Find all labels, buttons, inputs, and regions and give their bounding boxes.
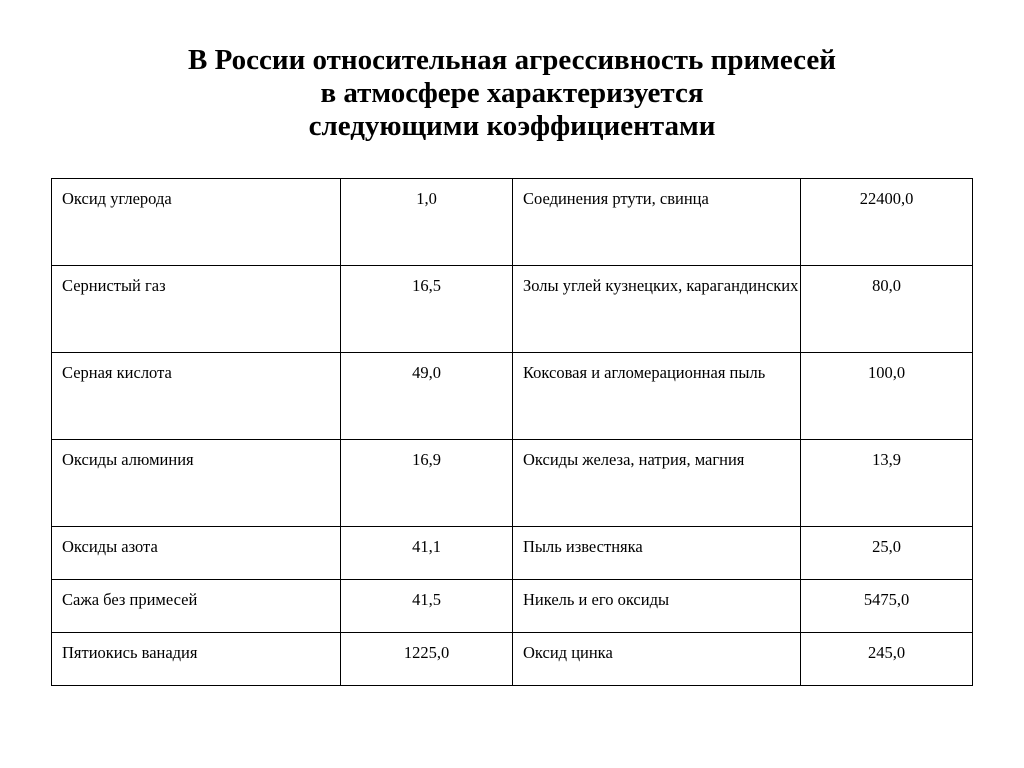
substance-name-cell: Пыль известняка <box>513 527 801 580</box>
substance-name-cell: Оксид углерода <box>52 179 341 266</box>
substance-name-cell: Оксид цинка <box>513 633 801 686</box>
substance-name-cell: Соединения ртути, свинца <box>513 179 801 266</box>
substance-name-cell: Золы углей кузнецких, карагандинских <box>513 266 801 353</box>
table-row <box>52 633 973 686</box>
substance-name-cell: Оксиды азота <box>52 527 341 580</box>
coefficient-cell: 80,0 <box>801 266 973 353</box>
table-row <box>52 179 973 266</box>
table-row <box>52 527 973 580</box>
coefficient-cell: 1,0 <box>341 179 513 266</box>
substance-name-cell: Пятиокись ванадия <box>52 633 341 686</box>
coefficient-cell: 41,1 <box>341 527 513 580</box>
coefficient-cell: 22400,0 <box>801 179 973 266</box>
coefficient-cell: 100,0 <box>801 353 973 440</box>
page-title <box>0 44 1024 143</box>
substance-name-cell: Серная кислота <box>52 353 341 440</box>
title-line-1: В России относительная агрессивность примесей <box>188 44 836 76</box>
substance-name-cell: Коксовая и агломерационная пыль <box>513 353 801 440</box>
coefficient-cell: 5475,0 <box>801 580 973 633</box>
coefficient-cell: 1225,0 <box>341 633 513 686</box>
title-line-3: следующими коэффициентами <box>308 110 716 142</box>
substance-name-cell: Оксиды алюминия <box>52 440 341 527</box>
coefficient-cell: 16,9 <box>341 440 513 527</box>
coefficient-cell: 16,5 <box>341 266 513 353</box>
table-row <box>52 266 973 353</box>
coefficient-cell: 41,5 <box>341 580 513 633</box>
substance-name-cell: Сажа без примесей <box>52 580 341 633</box>
table-row <box>52 580 973 633</box>
table-row <box>52 440 973 527</box>
substance-name-cell: Оксиды железа, натрия, магния <box>513 440 801 527</box>
substance-name-cell: Никель и его оксиды <box>513 580 801 633</box>
coefficients-table <box>51 178 973 686</box>
substance-name-cell: Сернистый газ <box>52 266 341 353</box>
coefficient-cell: 49,0 <box>341 353 513 440</box>
coefficient-cell: 25,0 <box>801 527 973 580</box>
title-line-2: в атмосфере характеризуется <box>320 77 704 109</box>
coefficient-cell: 245,0 <box>801 633 973 686</box>
coefficient-cell: 13,9 <box>801 440 973 527</box>
table-row <box>52 353 973 440</box>
